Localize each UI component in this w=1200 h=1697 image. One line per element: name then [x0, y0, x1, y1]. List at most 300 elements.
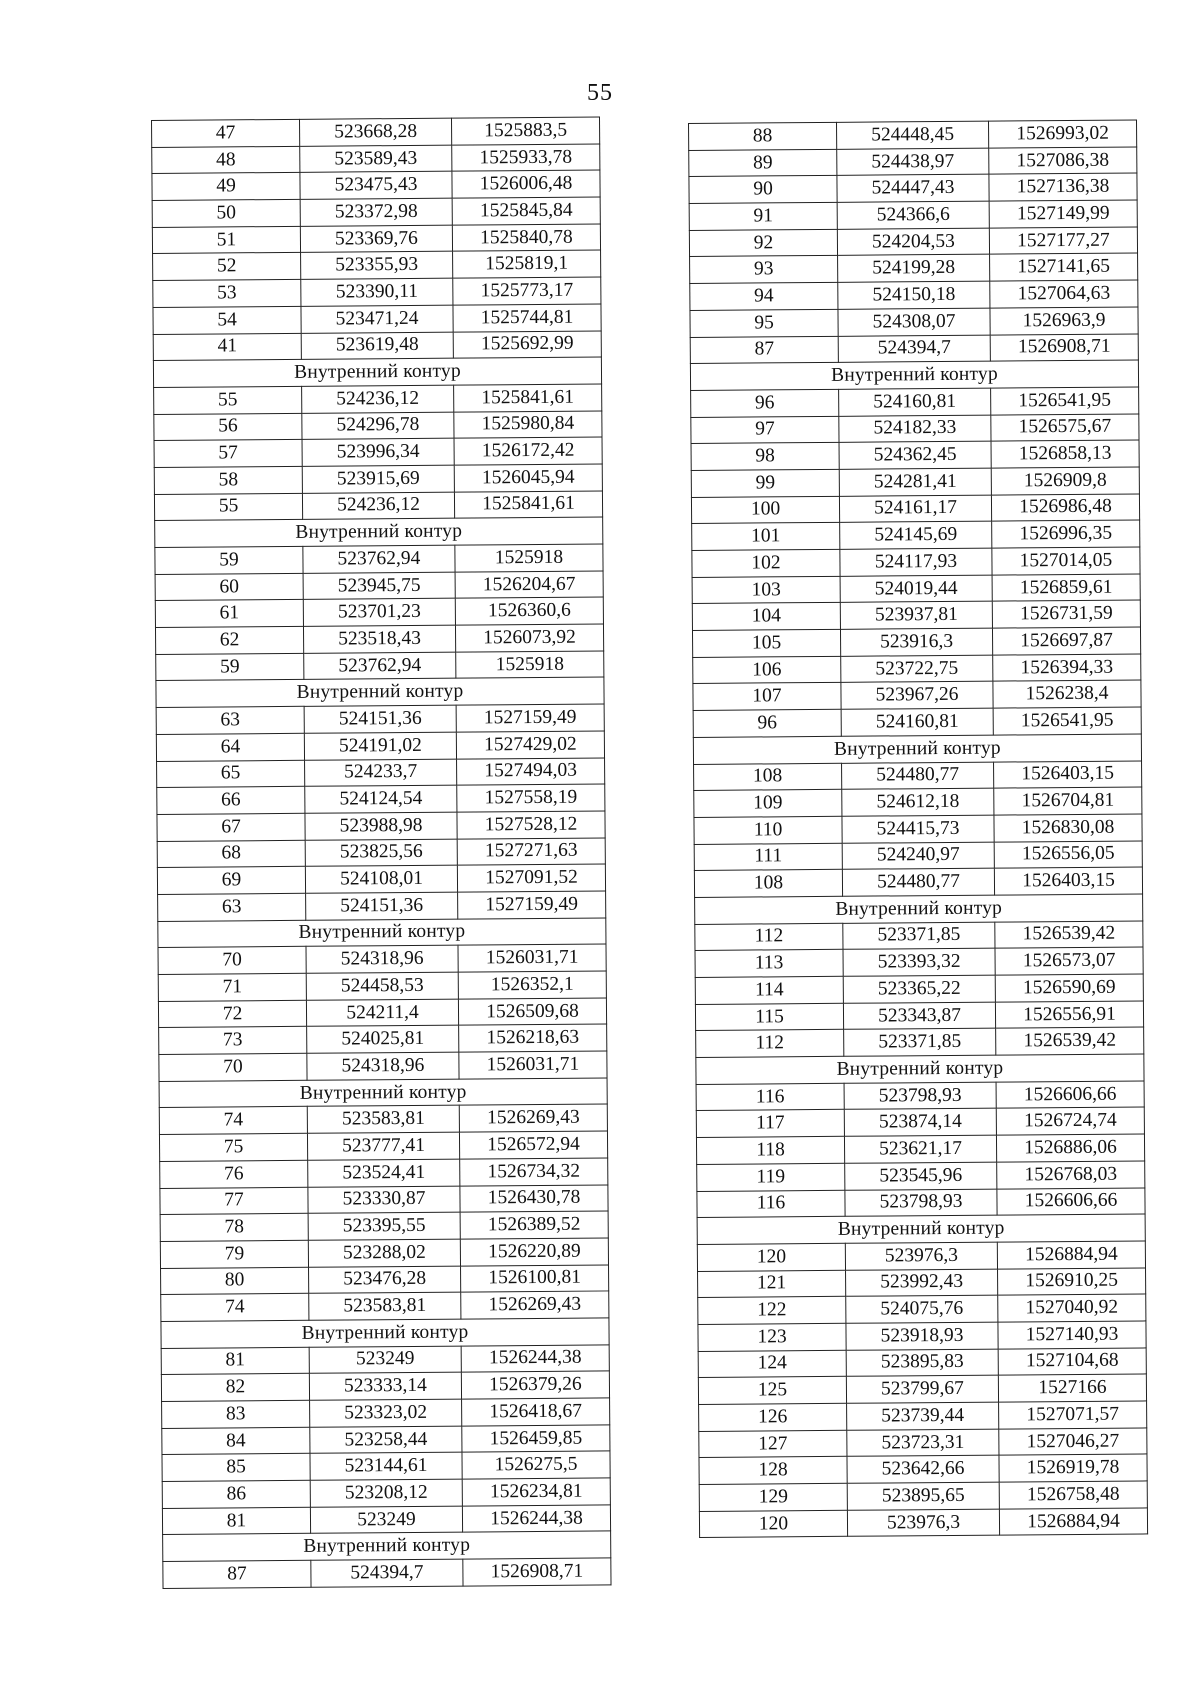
contour-header-row	[693, 734, 1141, 764]
table-row	[694, 760, 1142, 790]
point-number-cell: 121	[698, 1270, 846, 1298]
point-number-cell: 118	[696, 1136, 844, 1164]
y-coordinate-cell: 1526909,8	[991, 467, 1139, 495]
table-row	[155, 597, 603, 627]
contour-header-row	[158, 918, 606, 948]
x-coordinate-cell: 524019,44	[840, 575, 992, 603]
table-row	[162, 1505, 610, 1535]
y-coordinate-cell: 1527014,05	[992, 547, 1140, 575]
point-number-cell: 87	[163, 1560, 311, 1588]
x-coordinate-cell: 524447,43	[837, 175, 989, 203]
y-coordinate-cell: 1526459,85	[462, 1425, 610, 1453]
table-row	[691, 414, 1139, 444]
table-row	[692, 627, 1140, 657]
table-row	[157, 811, 605, 841]
point-number-cell: 48	[152, 146, 300, 174]
y-coordinate-cell: 1526556,91	[995, 1001, 1143, 1029]
x-coordinate-cell: 524394,7	[838, 335, 990, 363]
point-number-cell: 63	[156, 706, 304, 734]
table-row	[691, 467, 1139, 497]
table-row	[696, 1081, 1144, 1111]
table-row	[697, 1187, 1145, 1217]
point-number-cell: 66	[157, 787, 305, 815]
x-coordinate-cell: 524458,53	[306, 972, 458, 1000]
table-row	[698, 1321, 1146, 1351]
x-coordinate-cell: 523668,28	[299, 118, 451, 146]
table-row	[161, 1345, 609, 1375]
table-row	[159, 1051, 607, 1081]
table-row	[154, 384, 602, 414]
point-number-cell: 58	[154, 466, 302, 494]
x-coordinate-cell: 523895,65	[847, 1482, 999, 1510]
table-row	[160, 1158, 608, 1188]
y-coordinate-cell: 1526541,95	[993, 707, 1141, 735]
table-row	[691, 387, 1139, 417]
y-coordinate-cell: 1526389,52	[460, 1211, 608, 1239]
coordinates-table-right	[688, 119, 1148, 1538]
y-coordinate-cell: 1525841,61	[454, 491, 602, 519]
table-row	[698, 1348, 1146, 1378]
table-row	[157, 757, 605, 787]
table-row	[689, 173, 1137, 203]
y-coordinate-cell: 1526908,71	[463, 1558, 611, 1586]
point-number-cell: 76	[160, 1160, 308, 1188]
point-number-cell: 52	[153, 253, 301, 281]
y-coordinate-cell: 1526045,94	[454, 464, 602, 492]
y-coordinate-cell: 1527046,27	[999, 1428, 1147, 1456]
point-number-cell: 112	[696, 1030, 844, 1058]
y-coordinate-cell: 1526996,35	[992, 520, 1140, 548]
contour-header-label: Внутренний контур	[161, 1318, 609, 1348]
y-coordinate-cell: 1525819,1	[453, 250, 601, 278]
x-coordinate-cell: 523369,76	[300, 225, 452, 253]
x-coordinate-cell: 524117,93	[840, 548, 992, 576]
y-coordinate-cell: 1526031,71	[459, 1051, 607, 1079]
table-row	[152, 224, 600, 254]
table-row	[695, 974, 1143, 1004]
x-coordinate-cell: 523249	[310, 1506, 462, 1534]
point-number-cell: 78	[160, 1213, 308, 1241]
table-row	[153, 250, 601, 280]
table-row	[153, 330, 601, 360]
x-coordinate-cell: 523825,56	[305, 839, 457, 867]
contour-header-row	[161, 1318, 609, 1348]
table-row	[689, 227, 1137, 257]
point-number-cell: 61	[155, 600, 303, 628]
x-coordinate-cell: 524448,45	[836, 121, 988, 149]
y-coordinate-cell: 1527177,27	[989, 227, 1137, 255]
point-number-cell: 125	[698, 1377, 846, 1405]
point-number-cell: 47	[152, 119, 300, 147]
contour-header-row	[696, 1054, 1144, 1084]
table-row	[152, 197, 600, 227]
x-coordinate-cell: 524124,54	[305, 785, 457, 813]
x-coordinate-cell: 524161,17	[839, 495, 991, 523]
table-row	[696, 1027, 1144, 1057]
point-number-cell: 53	[153, 279, 301, 307]
point-number-cell: 67	[157, 813, 305, 841]
x-coordinate-cell: 523249	[309, 1346, 461, 1374]
x-coordinate-cell: 523967,26	[841, 682, 993, 710]
point-number-cell: 107	[693, 683, 841, 711]
point-number-cell: 54	[153, 306, 301, 334]
table-row	[156, 651, 604, 681]
point-number-cell: 116	[697, 1190, 845, 1218]
table-row	[694, 814, 1142, 844]
x-coordinate-cell: 523976,3	[847, 1509, 999, 1537]
contour-header-row	[697, 1214, 1145, 1244]
x-coordinate-cell: 524160,81	[839, 388, 991, 416]
point-number-cell: 86	[162, 1480, 310, 1508]
point-number-cell: 96	[693, 709, 841, 737]
x-coordinate-cell: 524308,07	[838, 308, 990, 336]
point-number-cell: 88	[689, 122, 837, 150]
x-coordinate-cell: 524362,45	[839, 441, 991, 469]
y-coordinate-cell: 1525980,84	[454, 411, 602, 439]
table-row	[158, 891, 606, 921]
x-coordinate-cell: 524318,96	[307, 1052, 459, 1080]
x-coordinate-cell: 523798,93	[844, 1082, 996, 1110]
point-number-cell: 108	[694, 870, 842, 898]
table-row	[154, 491, 602, 521]
y-coordinate-cell: 1525918	[456, 651, 604, 679]
point-number-cell: 68	[157, 840, 305, 868]
table-row	[699, 1428, 1147, 1458]
point-number-cell: 100	[691, 496, 839, 524]
x-coordinate-cell: 524145,69	[840, 521, 992, 549]
x-coordinate-cell: 523642,66	[847, 1455, 999, 1483]
point-number-cell: 115	[695, 1003, 843, 1031]
point-number-cell: 57	[154, 440, 302, 468]
x-coordinate-cell: 523621,17	[844, 1135, 996, 1163]
y-coordinate-cell: 1527141,65	[990, 253, 1138, 281]
table-row	[153, 277, 601, 307]
table-row	[160, 1211, 608, 1241]
x-coordinate-cell: 523343,87	[843, 1002, 995, 1030]
contour-header-label: Внутренний контур	[163, 1531, 611, 1561]
y-coordinate-cell: 1526704,81	[994, 787, 1142, 815]
table-row	[698, 1268, 1146, 1298]
contour-header-row	[690, 360, 1138, 390]
table-row	[698, 1294, 1146, 1324]
contour-header-label: Внутренний контур	[153, 357, 601, 387]
x-coordinate-cell: 524236,12	[302, 492, 454, 520]
x-coordinate-cell: 524480,77	[842, 868, 994, 896]
x-coordinate-cell: 524182,33	[839, 415, 991, 443]
point-number-cell: 65	[157, 760, 305, 788]
table-row	[160, 1238, 608, 1268]
table-row	[691, 494, 1139, 524]
table-row	[156, 731, 604, 761]
table-row	[155, 544, 603, 574]
x-coordinate-cell: 523330,87	[308, 1186, 460, 1214]
y-coordinate-cell: 1526352,1	[458, 971, 606, 999]
y-coordinate-cell: 1527140,93	[998, 1321, 1146, 1349]
y-coordinate-cell: 1526379,26	[461, 1371, 609, 1399]
x-coordinate-cell: 524151,36	[306, 892, 458, 920]
table-row	[695, 947, 1143, 977]
point-number-cell: 81	[161, 1347, 309, 1375]
x-coordinate-cell: 523723,31	[847, 1429, 999, 1457]
point-number-cell: 59	[155, 546, 303, 574]
y-coordinate-cell: 1526884,94	[997, 1241, 1145, 1269]
table-row	[695, 921, 1143, 951]
table-row	[161, 1371, 609, 1401]
x-coordinate-cell: 523371,85	[843, 922, 995, 950]
point-number-cell: 119	[697, 1163, 845, 1191]
contour-header-label: Внутренний контур	[159, 1078, 607, 1108]
y-coordinate-cell: 1525744,81	[453, 304, 601, 332]
y-coordinate-cell: 1526963,9	[990, 307, 1138, 335]
x-coordinate-cell: 524108,01	[305, 865, 457, 893]
y-coordinate-cell: 1526031,71	[458, 944, 606, 972]
point-number-cell: 70	[158, 947, 306, 975]
y-coordinate-cell: 1527104,68	[998, 1348, 1146, 1376]
contour-header-row	[153, 357, 601, 387]
y-coordinate-cell: 1527149,99	[989, 200, 1137, 228]
x-coordinate-cell: 523874,14	[844, 1109, 996, 1137]
y-coordinate-cell: 1526394,33	[993, 654, 1141, 682]
x-coordinate-cell: 523996,34	[302, 438, 454, 466]
y-coordinate-cell: 1527528,12	[457, 811, 605, 839]
table-row	[161, 1291, 609, 1321]
x-coordinate-cell: 524211,4	[306, 999, 458, 1027]
table-row	[690, 333, 1138, 363]
x-coordinate-cell: 523589,43	[300, 145, 452, 173]
y-coordinate-cell: 1526403,15	[994, 760, 1142, 788]
y-coordinate-cell: 1527159,49	[456, 704, 604, 732]
table-row	[162, 1478, 610, 1508]
table-row	[152, 170, 600, 200]
table-row	[697, 1241, 1145, 1271]
point-number-cell: 98	[691, 443, 839, 471]
y-coordinate-cell: 1526919,78	[999, 1454, 1147, 1482]
y-coordinate-cell: 1525773,17	[453, 277, 601, 305]
x-coordinate-cell: 523916,3	[840, 628, 992, 656]
x-coordinate-cell: 523333,14	[309, 1372, 461, 1400]
y-coordinate-cell: 1526859,61	[992, 574, 1140, 602]
table-row	[153, 304, 601, 334]
point-number-cell: 127	[699, 1430, 847, 1458]
point-number-cell: 49	[152, 173, 300, 201]
x-coordinate-cell: 523918,93	[846, 1322, 998, 1350]
point-number-cell: 102	[692, 549, 840, 577]
y-coordinate-cell: 1526884,94	[999, 1508, 1147, 1536]
point-number-cell: 84	[162, 1427, 310, 1455]
point-number-cell: 85	[162, 1454, 310, 1482]
x-coordinate-cell: 523798,93	[845, 1189, 997, 1217]
y-coordinate-cell: 1527091,52	[457, 864, 605, 892]
contour-header-label: Внутренний контур	[155, 517, 603, 547]
point-number-cell: 60	[155, 573, 303, 601]
x-coordinate-cell: 523390,11	[301, 278, 453, 306]
point-number-cell: 124	[698, 1350, 846, 1378]
point-number-cell: 101	[692, 523, 840, 551]
y-coordinate-cell: 1525840,78	[452, 224, 600, 252]
contour-header-label: Внутренний контур	[696, 1054, 1144, 1084]
contour-header-row	[159, 1078, 607, 1108]
point-number-cell: 99	[691, 469, 839, 497]
x-coordinate-cell: 523895,83	[846, 1349, 998, 1377]
point-number-cell: 50	[152, 199, 300, 227]
y-coordinate-cell: 1526403,15	[994, 867, 1142, 895]
x-coordinate-cell: 523476,28	[309, 1266, 461, 1294]
x-coordinate-cell: 523619,48	[301, 332, 453, 360]
table-row	[156, 704, 604, 734]
y-coordinate-cell: 1527159,49	[458, 891, 606, 919]
x-coordinate-cell: 524025,81	[307, 1025, 459, 1053]
x-coordinate-cell: 523355,93	[301, 252, 453, 280]
table-row	[159, 1024, 607, 1054]
y-coordinate-cell: 1525692,99	[453, 330, 601, 358]
x-coordinate-cell: 523583,81	[309, 1292, 461, 1320]
point-number-cell: 120	[699, 1510, 847, 1538]
table-row	[692, 574, 1140, 604]
x-coordinate-cell: 523945,75	[303, 572, 455, 600]
table-row	[694, 841, 1142, 871]
point-number-cell: 106	[693, 656, 841, 684]
y-coordinate-cell: 1527166	[998, 1374, 1146, 1402]
point-number-cell: 51	[152, 226, 300, 254]
y-coordinate-cell: 1527064,63	[990, 280, 1138, 308]
y-coordinate-cell: 1526731,59	[992, 600, 1140, 628]
x-coordinate-cell: 524612,18	[842, 788, 994, 816]
point-number-cell: 129	[699, 1483, 847, 1511]
y-coordinate-cell: 1526830,08	[994, 814, 1142, 842]
point-number-cell: 104	[692, 603, 840, 631]
table-row	[152, 117, 600, 147]
table-row	[695, 1001, 1143, 1031]
table-row	[699, 1508, 1147, 1538]
y-coordinate-cell: 1526073,92	[455, 624, 603, 652]
coordinates-table-left	[151, 116, 612, 1588]
table-row	[154, 464, 602, 494]
x-coordinate-cell: 524236,12	[302, 385, 454, 413]
point-number-cell: 114	[695, 976, 843, 1004]
table-row	[157, 784, 605, 814]
x-coordinate-cell: 524438,97	[837, 148, 989, 176]
x-coordinate-cell: 523777,41	[307, 1132, 459, 1160]
x-coordinate-cell: 523471,24	[301, 305, 453, 333]
x-coordinate-cell: 524240,97	[842, 842, 994, 870]
point-number-cell: 71	[158, 973, 306, 1001]
y-coordinate-cell: 1526590,69	[995, 974, 1143, 1002]
y-coordinate-cell: 1526269,43	[461, 1291, 609, 1319]
y-coordinate-cell: 1527071,57	[999, 1401, 1147, 1429]
y-coordinate-cell: 1525918	[455, 544, 603, 572]
x-coordinate-cell: 524075,76	[846, 1295, 998, 1323]
contour-header-label: Внутренний контур	[158, 918, 606, 948]
y-coordinate-cell: 1526244,38	[461, 1345, 609, 1373]
point-number-cell: 108	[694, 763, 842, 791]
y-coordinate-cell: 1526275,5	[462, 1451, 610, 1479]
table-row	[699, 1481, 1147, 1511]
point-number-cell: 74	[159, 1107, 307, 1135]
table-row	[154, 437, 602, 467]
point-number-cell: 80	[161, 1267, 309, 1295]
y-coordinate-cell: 1526724,74	[996, 1107, 1144, 1135]
y-coordinate-cell: 1526430,78	[460, 1184, 608, 1212]
x-coordinate-cell: 523545,96	[845, 1162, 997, 1190]
table-row	[692, 547, 1140, 577]
table-row	[157, 864, 605, 894]
x-coordinate-cell: 523762,94	[304, 652, 456, 680]
table-row	[159, 1104, 607, 1134]
point-number-cell: 77	[160, 1187, 308, 1215]
table-row	[699, 1454, 1147, 1484]
table-row	[690, 307, 1138, 337]
table-row	[158, 944, 606, 974]
x-coordinate-cell: 523365,22	[843, 975, 995, 1003]
table-row	[694, 867, 1142, 897]
x-coordinate-cell: 523799,67	[846, 1375, 998, 1403]
x-coordinate-cell: 523915,69	[302, 465, 454, 493]
point-number-cell: 72	[158, 1000, 306, 1028]
y-coordinate-cell: 1526606,66	[996, 1081, 1144, 1109]
y-coordinate-cell: 1526418,67	[462, 1398, 610, 1426]
x-coordinate-cell: 523937,81	[840, 602, 992, 630]
y-coordinate-cell: 1526858,13	[991, 440, 1139, 468]
x-coordinate-cell: 524191,02	[304, 732, 456, 760]
table-row	[158, 971, 606, 1001]
point-number-cell: 96	[691, 389, 839, 417]
x-coordinate-cell: 523992,43	[846, 1269, 998, 1297]
y-coordinate-cell: 1526556,05	[994, 841, 1142, 869]
table-row	[163, 1558, 611, 1588]
x-coordinate-cell: 523371,85	[844, 1028, 996, 1056]
contour-header-label: Внутренний контур	[693, 734, 1141, 764]
x-coordinate-cell: 524480,77	[842, 762, 994, 790]
x-coordinate-cell: 523739,44	[847, 1402, 999, 1430]
y-coordinate-cell: 1526234,81	[462, 1478, 610, 1506]
table-row	[692, 520, 1140, 550]
x-coordinate-cell: 524160,81	[841, 708, 993, 736]
table-row	[159, 1131, 607, 1161]
x-coordinate-cell: 523518,43	[303, 625, 455, 653]
x-coordinate-cell: 523701,23	[303, 599, 455, 627]
y-coordinate-cell: 1527271,63	[457, 838, 605, 866]
table-row	[694, 787, 1142, 817]
table-row	[698, 1374, 1146, 1404]
y-coordinate-cell: 1525883,5	[451, 117, 599, 145]
y-coordinate-cell: 1527429,02	[456, 731, 604, 759]
y-coordinate-cell: 1527558,19	[457, 784, 605, 812]
table-row	[689, 200, 1137, 230]
point-number-cell: 41	[153, 333, 301, 361]
point-number-cell: 92	[689, 229, 837, 257]
y-coordinate-cell: 1526758,48	[999, 1481, 1147, 1509]
y-coordinate-cell: 1525845,84	[452, 197, 600, 225]
y-coordinate-cell: 1526768,03	[997, 1161, 1145, 1189]
y-coordinate-cell: 1526573,07	[995, 947, 1143, 975]
x-coordinate-cell: 523323,02	[310, 1399, 462, 1427]
contour-header-row	[156, 677, 604, 707]
y-coordinate-cell: 1526172,42	[454, 437, 602, 465]
table-row	[158, 998, 606, 1028]
y-coordinate-cell: 1526244,38	[462, 1505, 610, 1533]
point-number-cell: 122	[698, 1297, 846, 1325]
y-coordinate-cell: 1526910,25	[998, 1268, 1146, 1296]
point-number-cell: 63	[158, 893, 306, 921]
point-number-cell: 74	[161, 1294, 309, 1322]
table-row	[692, 600, 1140, 630]
x-coordinate-cell: 523722,75	[841, 655, 993, 683]
x-coordinate-cell: 524296,78	[302, 412, 454, 440]
table-row	[693, 680, 1141, 710]
x-coordinate-cell: 524204,53	[837, 228, 989, 256]
y-coordinate-cell: 1526993,02	[988, 120, 1136, 148]
page-number: 55	[587, 80, 613, 106]
